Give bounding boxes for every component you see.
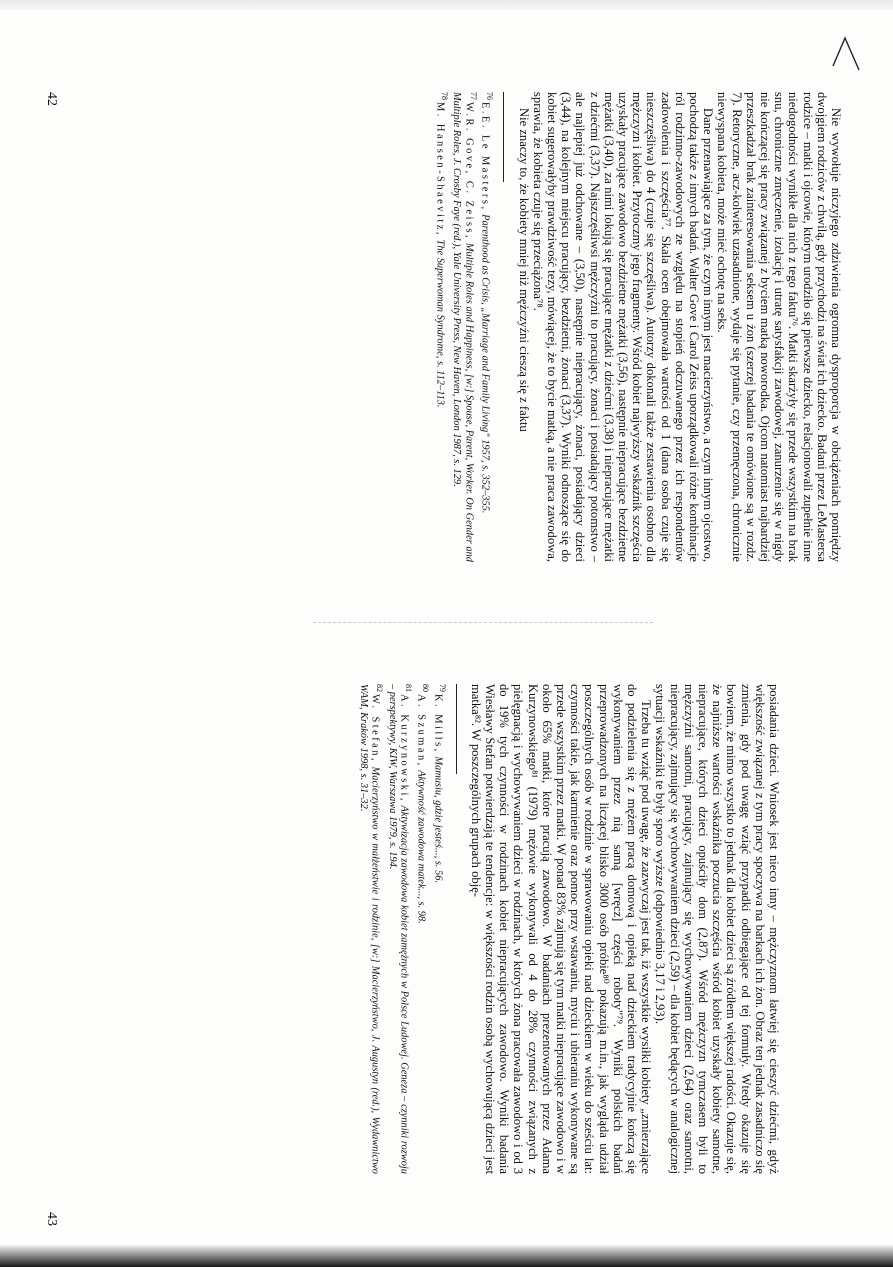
scanner-edge-shadow [0, 1245, 893, 1267]
footnote-76: $^{76}$E.E. Le Masters, Parenthood as Crisis, „Marriage and Family Living" 1957, s. 352–355. [479, 92, 495, 514]
right-paragraph-1: posiadania dzieci. Wniosek jest nieco inny – mężczyznom łatwiej się cieszyć dziećmi, gdyż większość związanej z tym pracy spoczywa na barkach ich żon. Obraz ten jednak zasadniczo się zmienia, gdy pod uwagę wziąć przypadki odbiegające od tej formuły. Wtedy okazuje się bowiem, że mimo wszystko to jednak dla kobiet dzieci są źródłem większej radości. Okazuje się, że najniższe wartości wskaźnika poczucia szczęścia wśród kobiet uzyskały kobiety samotne, niepracujące, których dzieci opuściły dom (2,87). Wśród mężczyzn tymczasem byli to mężczyźni samotni, pracujący, zajmujący się wychowywaniem dzieci (2,64) oraz samotni, niepracujący, zajmujący się wychowywaniem dzieci (2,59) – dla kobiet będących w analogicznej sytuacji wskaźniki te były sporo wyższe (odpowiednio 3,17 i 2,93). [653, 684, 781, 1174]
binding-gutter [313, 622, 653, 623]
right-page [0, 632, 893, 1263]
footnote-80: $^{80}$A. Szuman, Aktywność zawodowa matek..., s. 98. [415, 684, 430, 924]
footnote-divider [503, 92, 504, 182]
footnote-78: $^{78}$M. Hansen-Shaevitz, The Superwoman Syndrome, s. 112–113. [434, 92, 449, 408]
footnote-77: $^{77}$W.R. Gove, C. Zeiss, Multiple Roles and Happiness, [w:] Spouse, Parent, Worker. On Gender and Multiple Roles, J. Crosby Faye (red.), Yale University Press, New Haven, London 1987, s. 129. [450, 92, 478, 562]
footnote-81: $^{81}$A. Kurzynowski, Aktywizacja zawodowa kobiet zamężnych w Polsce Ludowej. Geneza – czynniki rozwoju – perspektywy, KIW, Warszawa 1979, s. 194. [386, 684, 414, 1174]
left-paragraph-3: Nie znaczy to, że kobiety mniej niż mężczyźni cieszą się z faktu [516, 108, 531, 432]
right-paragraph-2: Trzeba tu wziąć pod uwagę, że zazwyczaj jest tak, iż wszystkie wysiłki kobiety „zmierzające do podzielenia się z mężem pracą domową i opieką nad dzieckiem tradycyjnie kończą się wykonywaniem przez nią samą [wręcz] części roboty"⁷⁹. Wyniki polskich badań przeprowadzonych na liczącej blisko 3000 osób próbie⁸⁰ pokazują m.in., jak wygląda udział poszczególnych osób w rodzinie w sprawowaniu opieki nad dzieckiem w wieku do sześciu lat: czynności takie, jak karmienie oraz pomoc przy wstawaniu, myciu i ubieraniu wykonywane są przede wszystkim przez matki. W ponad 83% zajmują się tym matki niepracujące zawodowo i w około 65% matki, które pracują zawodowo. W badaniach prezentowanych przez Adama Kurzynowskiego⁸¹ (1979) mężowie wykonywali od 4 do 28% czynności związanych z pielęgnacją i wychowywaniem dzieci w rodzinach, w których żona pracowała zawodowo i od 3 do 19% tych czynności w rodzinach kobiet niepracujących zawodowo. Wyniki badania Wiesławy Stefan potwierdzają te tendencje: w większości rodzin osobą wychowującą dzieci jest matka⁸². W poszczególnych grupach obję- [468, 684, 654, 1174]
left-paragraph-2: Dane przenawiające za tym, że czym innym jest macierzyństwo, a czym innym ojcostwo, pochodzą także z innych badań. Walter Gove i Carol Zeiss uporządkowali różne kombinacje ról rodzinno-zawodowych ze względu na stopień odczuwanego przez ich respondentów zadowolenia i szczęścia⁷⁷. Skala ocen obejmowała wartości od 1 (dana osoba czuje się nieszczęśliwa) do 4 (czuje się szczęśliwa). Autorzy dokonali także zestawienia osobno dla mężczyzn i kobiet. Przytoczmy jego fragmenty. Wśród kobiet najwyższy wskaźnik szczęścia uzyskały pracujące zawodowo bezdzietne mężatki (3,56), następnie niepracujące bezdzietne mężatki (3,40), za nimi lokują się pracujące mężatki z dziećmi (3,38) i niepracujące mężatki z dziećmi (3,37). Najszczęśliwsi mężczyźni to pracujący, żonaci i posiadający potomstwo – ale najlepiej już odchowane – (3,50), następnie niepracujący, żonaci, posiadający dzieci (3,44), na kolejnym miejscu pracujący, bezdzietni, żonaci (3,37). Wyniki odnoszące się do kobiet sugerowałyby prawdziwość tezy, mówiącej, że to bycie matką, a nie praca zawodowa, sprawia, że kobieta czuje się przeciążona⁷⁸. [530, 92, 716, 562]
page-number-left: 42 [44, 92, 59, 106]
right-page-text [356, 684, 781, 1174]
left-page [0, 0, 893, 630]
page-number-right: 43 [44, 1212, 59, 1226]
footnote-79: $^{79}$K. Mills, Mamusiu, gdzie jesteś..., s. 56. [432, 684, 447, 884]
left-page-text [433, 92, 843, 562]
left-paragraph-1: Nie wywołuje niczyjego zdziwienia ogromna dysproporcja w obciążeniach pomiędzy dwojgiem rodziców z chwilą, gdy przychodzi na świat ich dziecko. Badani przez LeMastersa rodzice – matki i ojcowie, którym urodziło się pierwsze dziecko, relacjonowali zupełnie inne niedogodności wynikłe dla nich z tego faktu⁷⁶. Matki skarżyły się przede wszystkim na brak snu, chroniczne zmęczenie, izolację i utratę satysfakcji zawodowej, zanurzenie się w nigdy nie kończącej się pracy związanej z byciem matką noworodka. Ojcom natomiast najbardziej przeszkadzał brak zainteresowania seksem u żon (szerzej badania te omówione są w rozdz. 7). Retoryczne, acz-kolwiek uzasadnione, wydaje się pytanie, czy przemęczona, chronicznie niewyspana kobieta, może mieć ochotę na seks. [715, 92, 843, 562]
footnote-82: $^{82}$W. Stefan, Macierzyństwo w małżeństwie i rodzinie, [w:] Macierzyństwo, J. Augustyn (red.), Wydawnictwo WAM, Kraków 1998, s. 31–32. [357, 684, 385, 1174]
footnote-divider [456, 684, 457, 774]
